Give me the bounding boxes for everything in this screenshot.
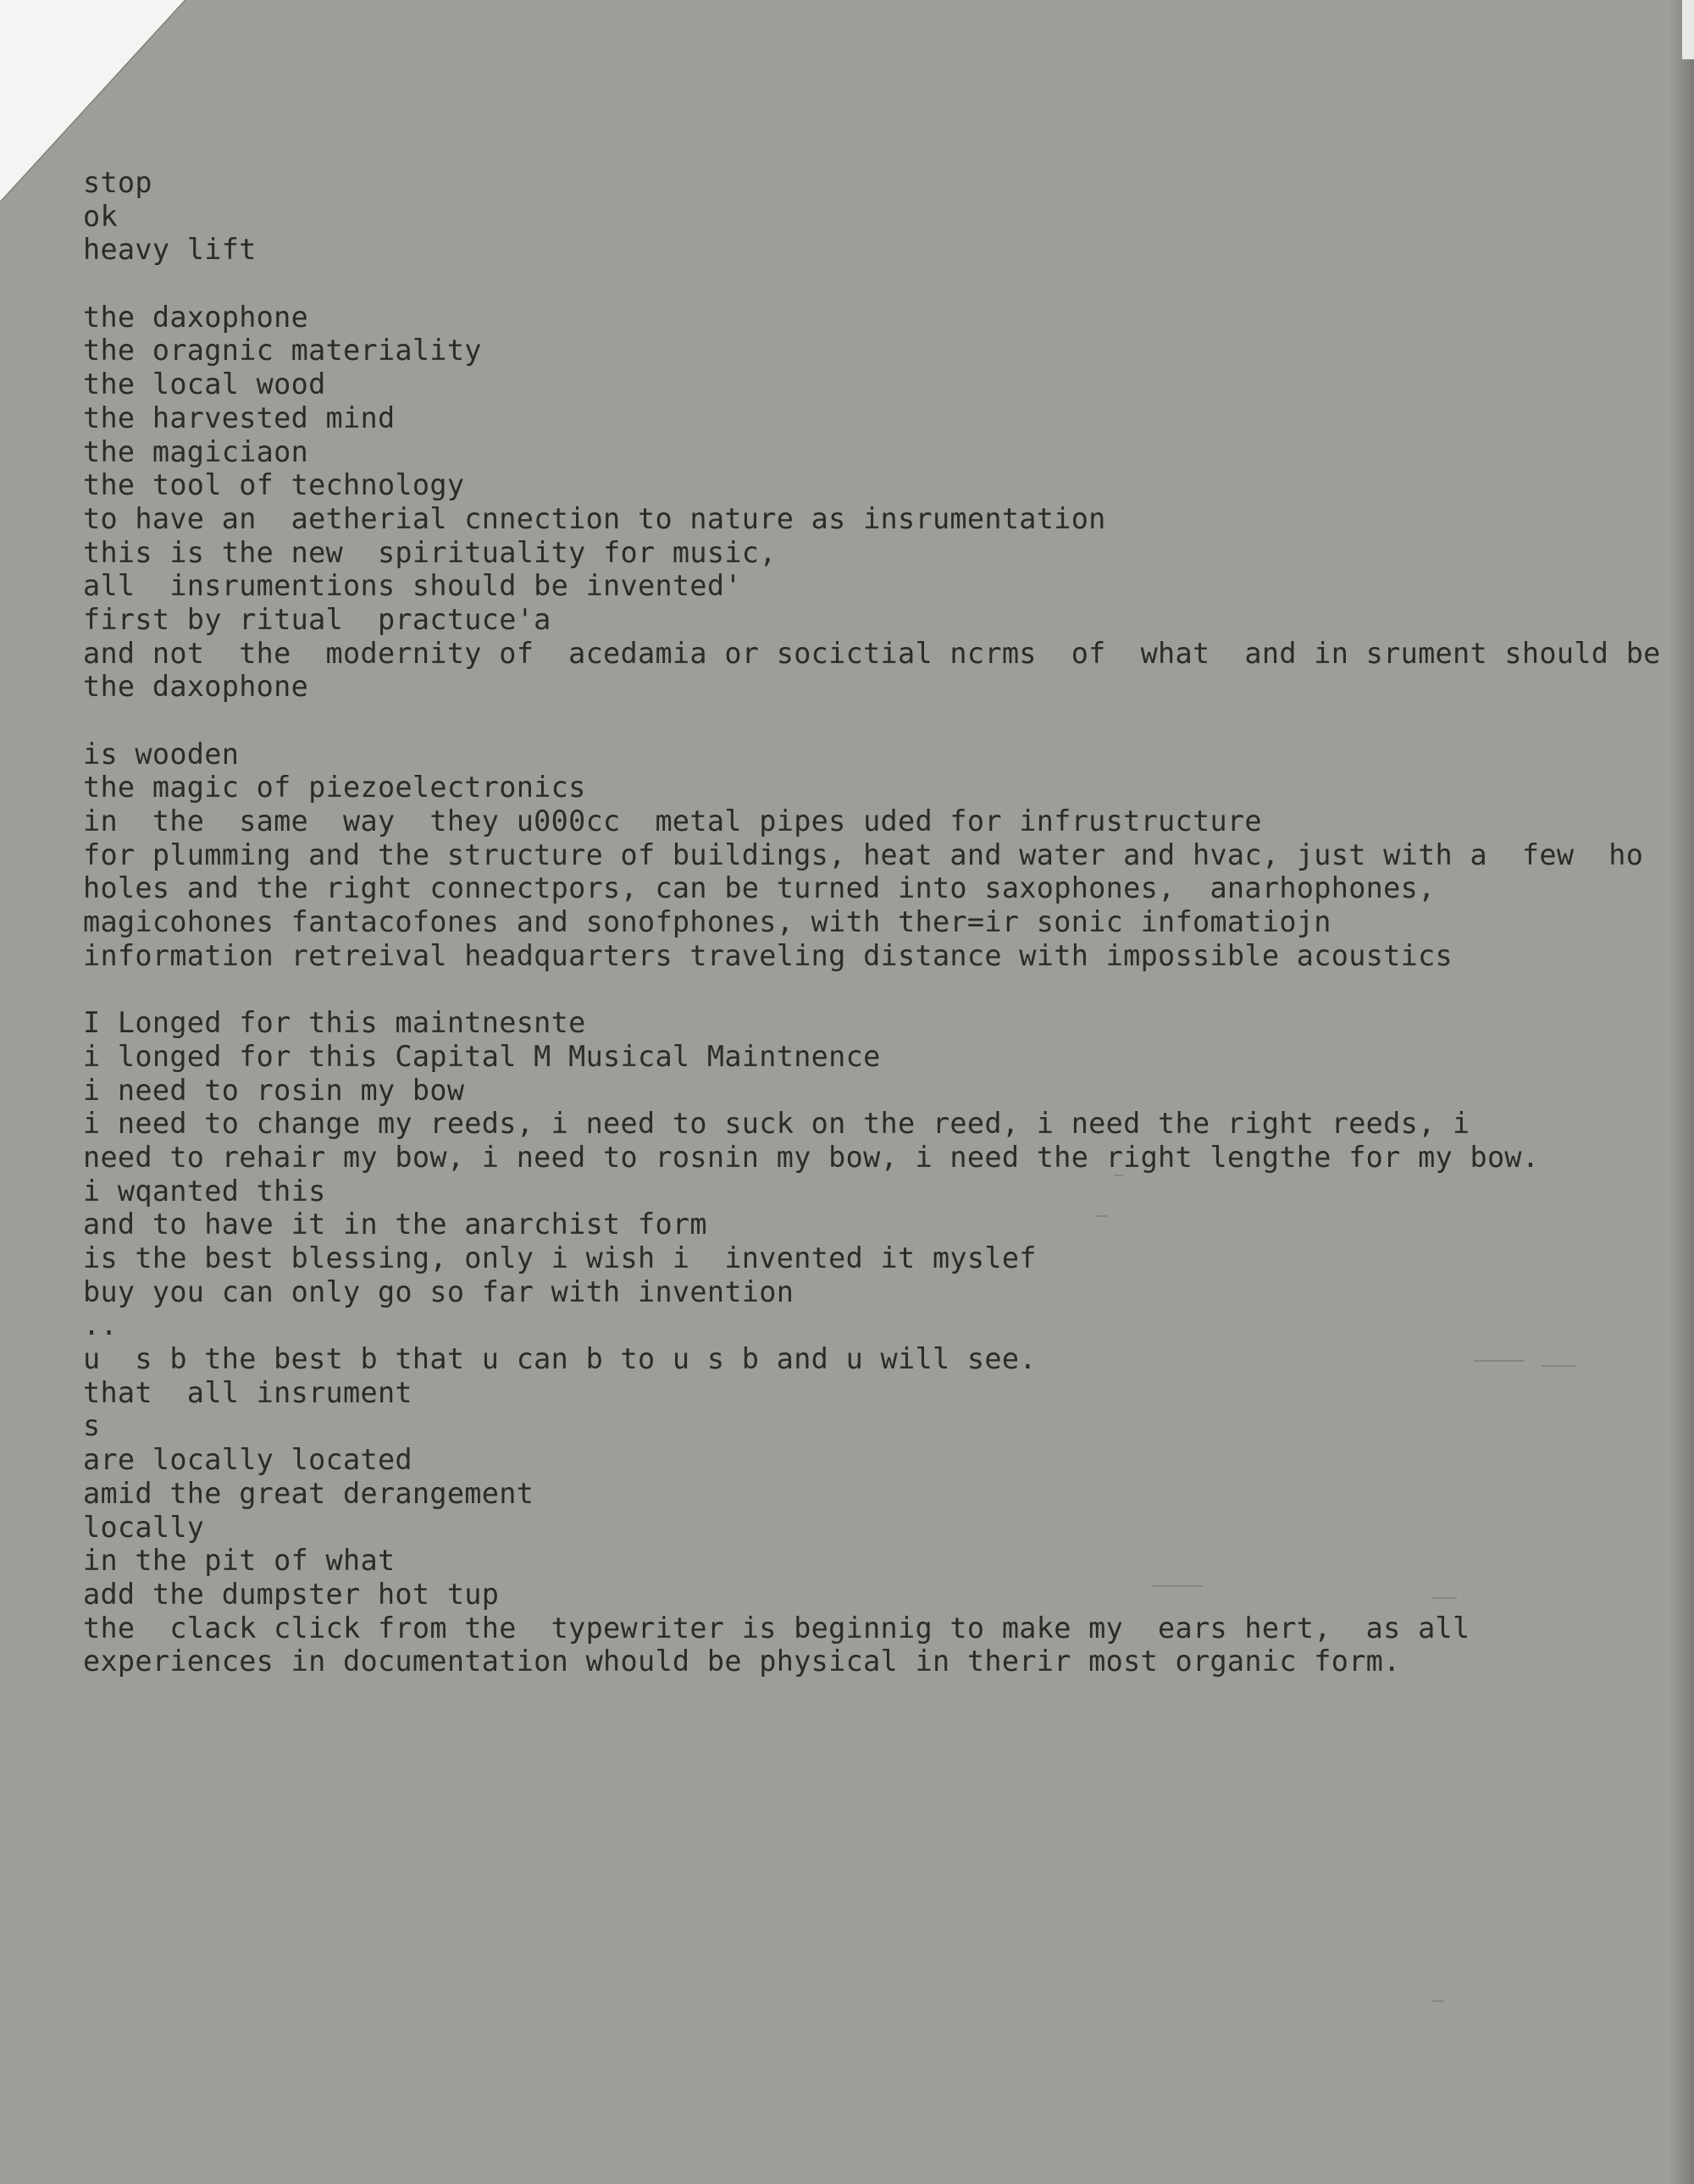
text-line: i longed for this Capital M Musical Maintnence [83,1039,881,1073]
paper-speck [1474,1360,1525,1362]
text-line: .. [83,1308,118,1342]
text-line: i wqanted this [83,1174,326,1208]
paper-speck [1152,1585,1203,1587]
text-line: heavy lift [83,233,257,267]
text-line: amid the great derangement [83,1476,534,1510]
text-line: all insrumentions should be invented' [83,569,742,603]
blank-line [83,973,1658,1007]
text-line: in the same way they u000cc metal pipes uded for infrustructure [83,804,1262,838]
text-line: experiences in documentation whould be physical in therir most organic form. [83,1645,1401,1678]
text-line: stop [83,166,152,199]
text-line: for plumming and the structure of buildings, heat and water and hvac, just with a few ho [83,838,1644,871]
text-line: the magic of piezoelectronics [83,771,586,804]
text-line: are locally located [83,1443,412,1477]
paper-speck [1542,1365,1575,1367]
text-line: in the pit of what [83,1544,396,1578]
text-line: the oragnic materiality [83,334,482,368]
text-line: I Longed for this maintnesnte [83,1006,586,1040]
text-line: s [83,1409,101,1443]
text-line: this is the new spirituality for music, [83,535,777,569]
paper-speck [1097,1215,1107,1217]
blank-line [83,267,1658,301]
page-right-strip [1682,0,1694,59]
text-line: the local wood [83,368,326,401]
text-line: first by ritual practuce'a [83,602,551,636]
text-line: information retreival headquarters traveling distance with impossible acoustics [83,938,1453,972]
text-line: and not the modernity of acedamia or socictial ncrms of what and in srument should be [83,636,1661,670]
text-line: is wooden [83,737,240,771]
text-line: and to have it in the anarchist form [83,1208,707,1241]
text-line: to have an aetherial cnnection to nature as insrumentation [83,501,1106,535]
text-line: i need to rosin my bow [83,1073,465,1107]
paper-speck [1431,1597,1457,1599]
paper-speck [1115,1175,1123,1176]
text-line: i need to change my reeds, i need to suck on the reed, i need the right reeds, i [83,1107,1470,1141]
text-line: that all insrument [83,1375,412,1409]
text-line: the tool of technology [83,468,465,502]
text-line: the clack click from the typewriter is beginnig to make my ears hert, as all [83,1611,1470,1645]
text-line: need to rehair my bow, i need to rosnin my bow, i need the right lengthe for my bow. [83,1140,1540,1174]
text-line: ok [83,199,118,233]
text-line: holes and the right connectpors, can be turned into saxophones, anarhophones, [83,871,1436,905]
text-line: buy you can only go so far with invention [83,1274,794,1308]
text-line: add the dumpster hot tup [83,1577,500,1611]
text-line: is the best blessing, only i wish i invented it myslef [83,1241,1037,1274]
typewritten-text [83,166,1661,1678]
paper-speck [1431,2000,1443,2002]
text-line: locally [83,1510,205,1544]
text-line: the daxophone [83,670,309,704]
page-right-edge [1669,0,1694,2184]
text-line: u s b the best b that u can b to u s b and u will see. [83,1342,1037,1376]
text-line: the magiciaon [83,434,309,468]
text-line: the daxophone [83,300,309,334]
text-line: the harvested mind [83,401,396,434]
text-line: magicohones fantacofones and sonofphones, with ther=ir sonic infomatiojn [83,905,1331,939]
blank-line [83,704,1658,738]
